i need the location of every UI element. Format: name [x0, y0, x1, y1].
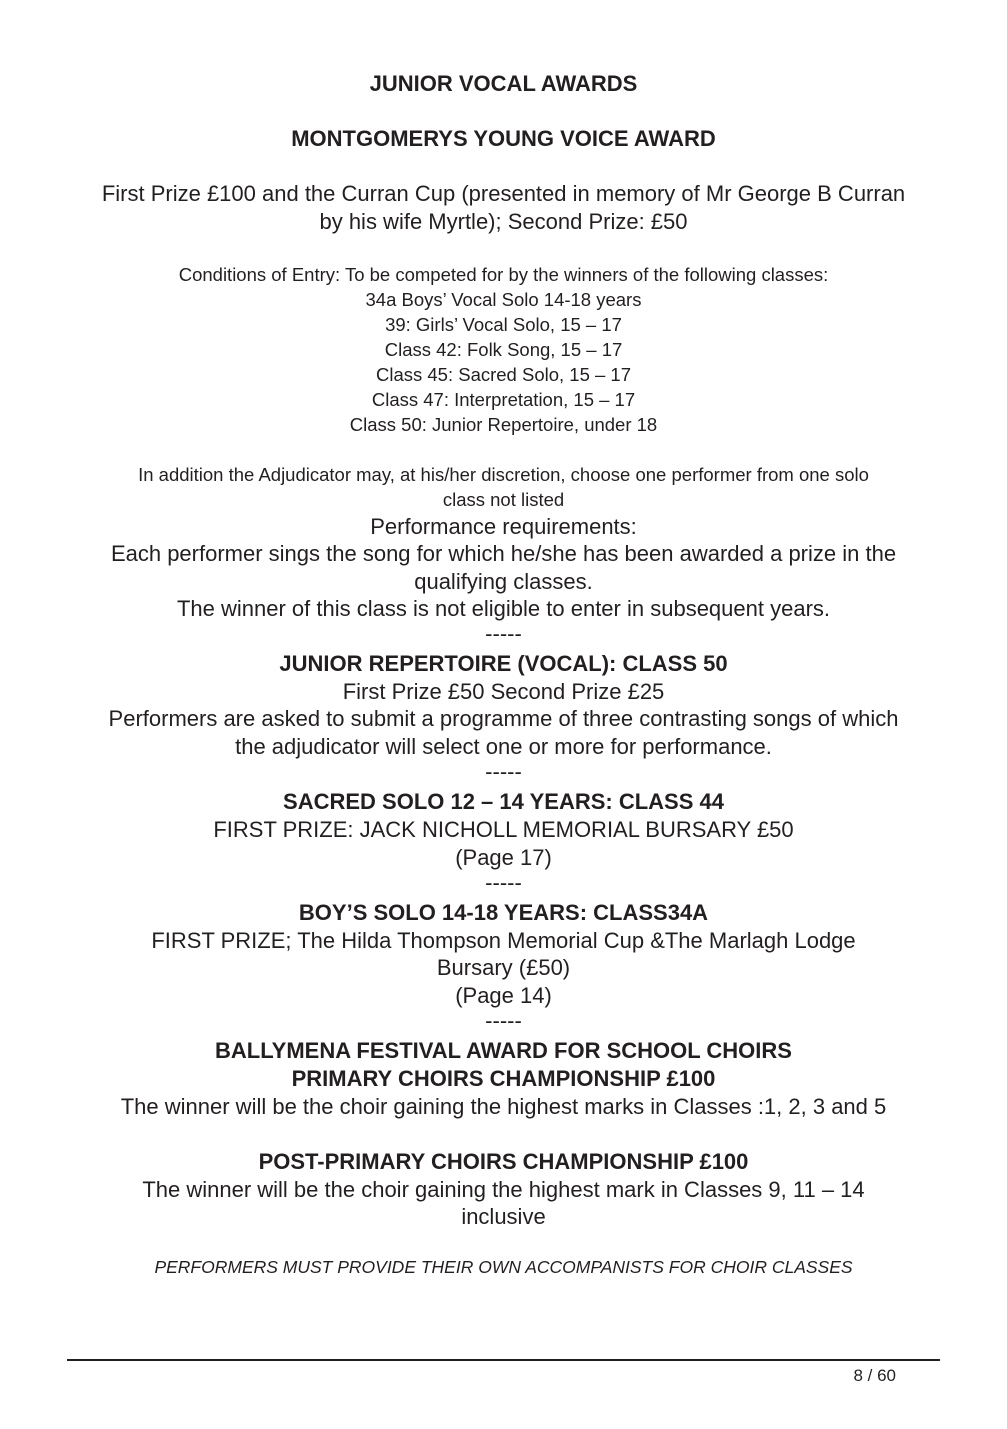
- conditions-intro: Conditions of Entry: To be competed for by the winners of the following classes:: [178, 264, 829, 285]
- class-list-item: Class 42: Folk Song, 15 – 17: [384, 339, 623, 360]
- junior-repertoire-prizes: First Prize £50 Second Prize £25: [342, 679, 665, 704]
- footer-divider: [67, 1359, 940, 1361]
- sacred-solo-prize: FIRST PRIZE: JACK NICHOLL MEMORIAL BURSARY £50: [213, 817, 794, 842]
- addition-text-line-1: In addition the Adjudicator may, at his/her discretion, choose one performer from one solo: [138, 464, 869, 485]
- boys-solo-prize-line-1: FIRST PRIZE; The Hilda Thompson Memorial Cup &The Marlagh Lodge: [151, 928, 856, 953]
- boys-solo-prize-line-2: Bursary (£50): [436, 955, 571, 980]
- class-list-item: Class 45: Sacred Solo, 15 – 17: [375, 364, 632, 385]
- prize-text-line-1: First Prize £100 and the Curran Cup (presented in memory of Mr George B Curran: [101, 181, 906, 206]
- separator: -----: [485, 1008, 522, 1033]
- school-choirs-heading: BALLYMENA FESTIVAL AWARD FOR SCHOOL CHOIRS: [215, 1038, 792, 1063]
- post-primary-choirs-desc-line-1: The winner will be the choir gaining the highest mark in Classes 9, 11 – 14: [142, 1177, 865, 1202]
- section-heading-junior-vocal-awards: JUNIOR VOCAL AWARDS: [369, 71, 638, 96]
- accompanist-note: PERFORMERS MUST PROVIDE THEIR OWN ACCOMPANISTS FOR CHOIR CLASSES: [154, 1257, 853, 1277]
- performance-requirements-heading: Performance requirements:: [370, 514, 637, 539]
- boys-solo-page-ref: (Page 14): [455, 983, 552, 1008]
- class-list-item: Class 47: Interpretation, 15 – 17: [371, 389, 636, 410]
- separator: -----: [485, 870, 522, 895]
- eligibility-text: The winner of this class is not eligible to enter in subsequent years.: [176, 596, 831, 621]
- class-list-item: 39: Girls’ Vocal Solo, 15 – 17: [385, 314, 622, 335]
- page-number: 8 / 60: [853, 1366, 896, 1385]
- class-list-item: 34a Boys’ Vocal Solo 14-18 years: [365, 289, 642, 310]
- junior-repertoire-heading: JUNIOR REPERTOIRE (VOCAL): CLASS 50: [279, 651, 728, 676]
- post-primary-choirs-desc-line-2: inclusive: [461, 1204, 546, 1229]
- award-title-montgomerys: MONTGOMERYS YOUNG VOICE AWARD: [291, 126, 716, 151]
- performance-text-line-2: qualifying classes.: [414, 569, 593, 594]
- junior-repertoire-desc-line-2: the adjudicator will select one or more for performance.: [235, 734, 772, 759]
- performance-text-line-1: Each performer sings the song for which he/she has been awarded a prize in the: [110, 541, 897, 566]
- primary-choirs-desc: The winner will be the choir gaining the highest marks in Classes :1, 2, 3 and 5: [120, 1094, 887, 1119]
- separator: -----: [485, 759, 522, 784]
- post-primary-choirs-heading: POST-PRIMARY CHOIRS CHAMPIONSHIP £100: [258, 1149, 749, 1174]
- sacred-solo-heading: SACRED SOLO 12 – 14 YEARS: CLASS 44: [283, 789, 724, 814]
- sacred-solo-page-ref: (Page 17): [455, 845, 552, 870]
- class-list-item: Class 50: Junior Repertoire, under 18: [349, 414, 658, 435]
- prize-text-line-2: by his wife Myrtle); Second Prize: £50: [319, 209, 688, 234]
- boys-solo-heading: BOY’S SOLO 14-18 YEARS: CLASS34A: [298, 900, 709, 925]
- addition-text-line-2: class not listed: [442, 489, 565, 510]
- separator: -----: [485, 621, 522, 646]
- junior-repertoire-desc-line-1: Performers are asked to submit a programme of three contrasting songs of which: [108, 706, 899, 731]
- primary-choirs-heading: PRIMARY CHOIRS CHAMPIONSHIP £100: [291, 1066, 716, 1091]
